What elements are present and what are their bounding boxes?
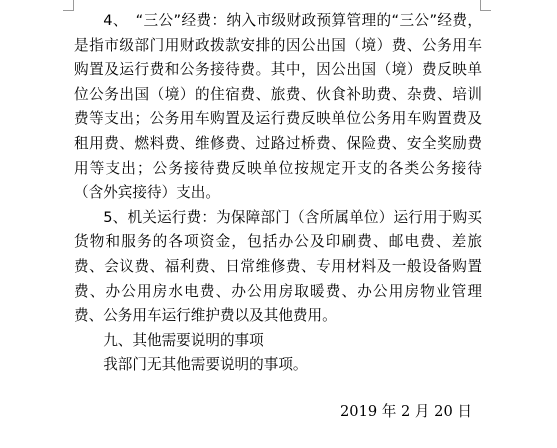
paragraph-item-4: 4、 “三公”经费：纳入市级财政预算管理的“三公”经费，是指市级部门用财政拨款安排的因公出国（境）费、公务用车购置及运行费和公务接待费。其中，因公出国（境）费反映单位公务出国（境）的住宿费、旅费、伙食补助费、杂费、培训费等支出；公务用车购置及运行费反映单位公务用车购置费及租用费、燃料费、维修费、过路过桥费、保险费、安全奖励费用等支出；公务接待费反映单位按规定开支的各类公务接待（含外宾接待）支出。 xyxy=(74,12,482,202)
page-corner-mark-left xyxy=(63,0,74,11)
document-date: 2019 年 2 月 20 日 xyxy=(340,403,472,420)
document-body xyxy=(74,9,482,378)
section-9-body: 我部门无其他需要说明的事项。 xyxy=(103,356,308,374)
paragraph-item-5: 5、机关运行费：为保障部门（含所属单位）运行用于购买货物和服务的各项资金，包括办公及印刷费、邮电费、差旅费、会议费、福利费、日常维修费、专用材料及一般设备购置费、办公用房水电费、办公用房取暖费、办公用房物业管理费、公务用车运行维护费以及其他费用。 xyxy=(74,208,482,325)
section-9-heading: 九、其他需要说明的事项 xyxy=(103,331,264,349)
